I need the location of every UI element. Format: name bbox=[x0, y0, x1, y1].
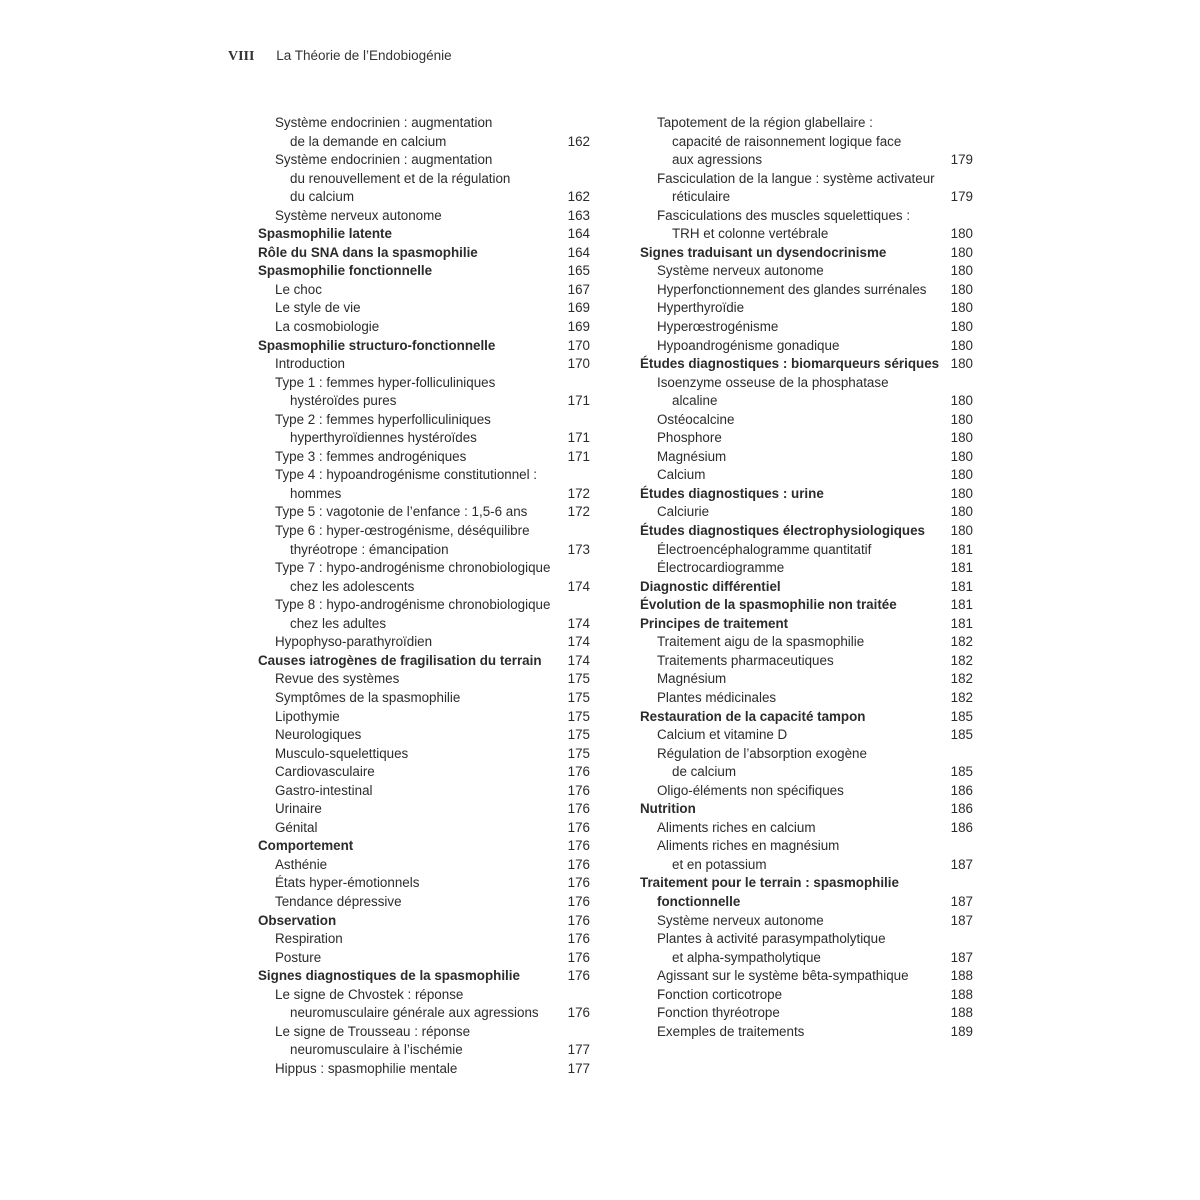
toc-entry bbox=[640, 967, 973, 986]
toc-entry-text: Type 8 : hypo-androgénisme chronobiologique bbox=[275, 597, 551, 613]
toc-entry-text: Tapotement de la région glabellaire : bbox=[657, 115, 873, 130]
toc-entry bbox=[258, 503, 590, 522]
toc-entry-page: 165 bbox=[567, 263, 590, 279]
toc-entry-page: 180 bbox=[950, 226, 973, 242]
toc-entry bbox=[258, 374, 590, 393]
toc-entry-text: Exemples de traitements bbox=[657, 1023, 805, 1039]
toc-entry-text: Aliments riches en calcium bbox=[657, 819, 816, 835]
toc-entry-text: Traitement aigu de la spasmophilie bbox=[657, 634, 865, 650]
toc-entry-page: 188 bbox=[950, 1005, 973, 1021]
toc-section-entry bbox=[640, 244, 973, 263]
toc-entry bbox=[640, 745, 973, 764]
toc-entry-page: 175 bbox=[567, 727, 590, 743]
toc-entry-text: Magnésium bbox=[657, 671, 727, 687]
toc-entry bbox=[258, 151, 590, 170]
toc-entry-text: Système endocrinien : augmentation bbox=[275, 115, 493, 130]
toc-section-entry bbox=[640, 615, 973, 634]
toc-section-entry bbox=[640, 578, 973, 597]
toc-entry-page: 175 bbox=[567, 745, 590, 761]
toc-entry-text: Asthénie bbox=[275, 856, 328, 872]
toc-entry-page: 176 bbox=[567, 912, 590, 928]
toc-entry bbox=[640, 503, 973, 522]
toc-entry-text: Gastro-intestinal bbox=[275, 782, 373, 798]
toc-entry-page: 171 bbox=[567, 393, 590, 409]
toc-entry-text: Le signe de Trousseau : réponse bbox=[275, 1023, 471, 1039]
toc-entry-page: 180 bbox=[950, 485, 973, 501]
toc-entry-page: 186 bbox=[950, 801, 973, 817]
toc-entry-text: Introduction bbox=[275, 356, 345, 372]
toc-entry-text: Hypophyso-parathyroïdien bbox=[275, 634, 433, 650]
toc-entry bbox=[258, 596, 590, 615]
toc-entry-text: Urinaire bbox=[275, 801, 322, 817]
toc-section-entry bbox=[258, 967, 590, 986]
toc-entry-page: 187 bbox=[950, 893, 973, 909]
toc-entry bbox=[640, 856, 973, 875]
toc-entry-page: 180 bbox=[950, 467, 973, 483]
toc-entry-text: Cardiovasculaire bbox=[275, 764, 375, 780]
toc-entry-page: 182 bbox=[950, 652, 973, 668]
toc-entry-text: Calcium bbox=[657, 467, 706, 483]
toc-entry bbox=[258, 930, 590, 949]
toc-entry-text: Tendance dépressive bbox=[275, 893, 402, 909]
toc-entry bbox=[640, 207, 973, 226]
toc-entry bbox=[640, 448, 973, 467]
toc-entry-page: 172 bbox=[567, 485, 590, 501]
toc-entry bbox=[258, 559, 590, 578]
toc-entry bbox=[258, 986, 590, 1005]
toc-entry bbox=[258, 763, 590, 782]
toc-entry-text: Traitements pharmaceutiques bbox=[657, 652, 834, 668]
toc-section-entry bbox=[640, 893, 973, 912]
toc-entry-page: 180 bbox=[950, 504, 973, 520]
toc-entry-text: Études diagnostiques : urine bbox=[640, 485, 824, 501]
toc-entry-text: Type 5 : vagotonie de l’enfance : 1,5-6 ans bbox=[275, 504, 528, 520]
toc-entry-page: 181 bbox=[950, 615, 973, 631]
toc-entry-text: Agissant sur le système bêta-sympathique bbox=[657, 968, 909, 984]
toc-entry-page: 176 bbox=[567, 782, 590, 798]
toc-entry-text: Le choc bbox=[275, 281, 322, 297]
toc-entry-text: aux agressions bbox=[672, 152, 763, 168]
toc-entry bbox=[258, 800, 590, 819]
toc-entry-text: Phosphore bbox=[657, 430, 722, 446]
book-title: La Théorie de l’Endobiogénie bbox=[276, 48, 452, 63]
toc-entry bbox=[640, 763, 973, 782]
toc-entry bbox=[640, 689, 973, 708]
toc-entry-page: 180 bbox=[950, 300, 973, 316]
toc-entry bbox=[258, 856, 590, 875]
toc-entry bbox=[258, 429, 590, 448]
toc-entry-text: du renouvellement et de la régulation bbox=[290, 170, 511, 186]
toc-entry-page: 167 bbox=[567, 281, 590, 297]
toc-entry-text: Spasmophilie latente bbox=[258, 226, 392, 242]
page-number: VIII bbox=[228, 49, 255, 64]
toc-entry-text: Ostéocalcine bbox=[657, 411, 735, 427]
toc-entry-page: 180 bbox=[950, 337, 973, 353]
toc-entry-text: États hyper-émotionnels bbox=[275, 875, 420, 891]
toc-entry bbox=[258, 522, 590, 541]
toc-entry-page: 181 bbox=[950, 578, 973, 594]
toc-entry-text: chez les adolescents bbox=[290, 578, 415, 594]
toc-entry-page: 186 bbox=[950, 782, 973, 798]
toc-entry bbox=[640, 337, 973, 356]
toc-entry-page: 187 bbox=[950, 856, 973, 872]
toc-entry-text: Observation bbox=[258, 912, 337, 928]
toc-entry bbox=[640, 133, 973, 152]
toc-entry-page: 180 bbox=[950, 356, 973, 372]
toc-entry bbox=[640, 114, 973, 133]
toc-entry bbox=[258, 670, 590, 689]
toc-entry bbox=[640, 262, 973, 281]
toc-entry bbox=[258, 689, 590, 708]
toc-entry-page: 174 bbox=[567, 615, 590, 631]
toc-entry bbox=[640, 819, 973, 838]
toc-entry-page: 187 bbox=[950, 949, 973, 965]
toc-entry bbox=[258, 1004, 590, 1023]
toc-entry-text: Neurologiques bbox=[275, 727, 362, 743]
toc-section-entry bbox=[640, 485, 973, 504]
toc-entry-text: Génital bbox=[275, 819, 318, 835]
toc-section-entry bbox=[640, 522, 973, 541]
toc-entry-text: Respiration bbox=[275, 931, 343, 947]
toc-entry-page: 186 bbox=[950, 819, 973, 835]
toc-entry-page: 180 bbox=[950, 281, 973, 297]
toc-section-entry bbox=[258, 337, 590, 356]
toc-entry-page: 180 bbox=[950, 263, 973, 279]
toc-entry-page: 175 bbox=[567, 671, 590, 687]
toc-entry-text: Système endocrinien : augmentation bbox=[275, 152, 493, 168]
toc-column-right bbox=[640, 114, 973, 1041]
toc-entry bbox=[640, 986, 973, 1005]
toc-entry bbox=[258, 318, 590, 337]
toc-entry bbox=[640, 782, 973, 801]
toc-entry-text: Restauration de la capacité tampon bbox=[640, 708, 866, 724]
toc-entry bbox=[640, 670, 973, 689]
toc-entry-page: 176 bbox=[567, 949, 590, 965]
toc-entry-text: neuromusculaire générale aux agressions bbox=[290, 1005, 539, 1021]
toc-entry bbox=[258, 133, 590, 152]
toc-entry-page: 176 bbox=[567, 893, 590, 909]
toc-entry-text: chez les adultes bbox=[290, 615, 387, 631]
toc-entry bbox=[258, 726, 590, 745]
toc-entry bbox=[258, 615, 590, 634]
toc-entry-text: Diagnostic différentiel bbox=[640, 578, 781, 594]
toc-entry-page: 187 bbox=[950, 912, 973, 928]
toc-entry-page: 177 bbox=[567, 1060, 590, 1076]
toc-entry-page: 164 bbox=[567, 226, 590, 242]
toc-entry-text: Système nerveux autonome bbox=[275, 207, 442, 223]
toc-section-entry bbox=[640, 708, 973, 727]
toc-entry-page: 177 bbox=[567, 1042, 590, 1058]
toc-entry-text: hommes bbox=[290, 485, 342, 501]
toc-entry-page: 182 bbox=[950, 689, 973, 705]
toc-entry bbox=[258, 1023, 590, 1042]
toc-entry-page: 169 bbox=[567, 319, 590, 335]
toc-entry-page: 188 bbox=[950, 968, 973, 984]
toc-section-entry bbox=[640, 800, 973, 819]
toc-entry-text: Régulation de l’absorption exogène bbox=[657, 745, 867, 761]
toc-entry bbox=[258, 207, 590, 226]
toc-entry-page: 179 bbox=[950, 152, 973, 168]
toc-entry-text: Calciurie bbox=[657, 504, 710, 520]
toc-entry-page: 162 bbox=[567, 189, 590, 205]
toc-entry-text: Système nerveux autonome bbox=[657, 912, 824, 928]
toc-entry-page: 188 bbox=[950, 986, 973, 1002]
toc-entry-page: 170 bbox=[567, 337, 590, 353]
toc-entry bbox=[258, 541, 590, 560]
toc-entry-text: hystéroïdes pures bbox=[290, 393, 397, 409]
toc-entry-text: Musculo-squelettiques bbox=[275, 745, 409, 761]
toc-entry-text: Études diagnostiques : biomarqueurs sériques bbox=[640, 356, 940, 372]
toc-entry-page: 162 bbox=[567, 133, 590, 149]
toc-entry bbox=[258, 1041, 590, 1060]
toc-entry-page: 189 bbox=[950, 1023, 973, 1039]
toc-entry bbox=[258, 299, 590, 318]
toc-entry bbox=[258, 114, 590, 133]
toc-entry-text: Traitement pour le terrain : spasmophilie bbox=[640, 875, 899, 891]
toc-entry bbox=[258, 355, 590, 374]
toc-entry-page: 169 bbox=[567, 300, 590, 316]
toc-section-entry bbox=[258, 244, 590, 263]
toc-section-entry bbox=[258, 225, 590, 244]
toc-entry-text: Système nerveux autonome bbox=[657, 263, 824, 279]
toc-entry-page: 176 bbox=[567, 819, 590, 835]
toc-entry-text: Aliments riches en magnésium bbox=[657, 838, 840, 854]
toc-entry bbox=[258, 949, 590, 968]
toc-entry bbox=[258, 170, 590, 189]
toc-entry-text: Signes diagnostiques de la spasmophilie bbox=[258, 968, 520, 984]
toc-entry-page: 180 bbox=[950, 244, 973, 260]
toc-entry-text: Type 7 : hypo-androgénisme chronobiologique bbox=[275, 560, 551, 576]
toc-entry-text: réticulaire bbox=[672, 189, 731, 205]
toc-entry-text: du calcium bbox=[290, 189, 355, 205]
toc-entry-page: 176 bbox=[567, 1005, 590, 1021]
toc-entry-page: 164 bbox=[567, 244, 590, 260]
toc-entry-page: 175 bbox=[567, 708, 590, 724]
toc-entry-text: thyréotrope : émancipation bbox=[290, 541, 449, 557]
toc-entry bbox=[640, 930, 973, 949]
toc-entry-text: Spasmophilie fonctionnelle bbox=[258, 263, 433, 279]
toc-entry-page: 182 bbox=[950, 671, 973, 687]
toc-entry-page: 176 bbox=[567, 875, 590, 891]
toc-entry bbox=[640, 1004, 973, 1023]
toc-entry bbox=[640, 188, 973, 207]
toc-entry-text: Plantes médicinales bbox=[657, 689, 777, 705]
toc-entry-page: 172 bbox=[567, 504, 590, 520]
toc-entry-text: Magnésium bbox=[657, 448, 727, 464]
toc-section-entry bbox=[640, 596, 973, 615]
toc-entry-text: Hyperfonctionnement des glandes surrénales bbox=[657, 281, 927, 297]
toc-entry-text: Études diagnostiques électrophysiologiques bbox=[640, 523, 925, 539]
toc-entry-text: Oligo-éléments non spécifiques bbox=[657, 782, 844, 798]
toc-entry-page: 182 bbox=[950, 634, 973, 650]
toc-entry-text: et en potassium bbox=[672, 856, 767, 872]
toc-entry-page: 163 bbox=[567, 207, 590, 223]
toc-entry-text: Fasciculations des muscles squelettiques : bbox=[657, 207, 911, 223]
toc-entry-page: 170 bbox=[567, 356, 590, 372]
toc-section-entry bbox=[640, 874, 973, 893]
toc-entry-page: 181 bbox=[950, 597, 973, 613]
toc-entry bbox=[640, 466, 973, 485]
toc-entry-text: Type 3 : femmes androgéniques bbox=[275, 448, 467, 464]
toc-entry bbox=[258, 392, 590, 411]
toc-entry-text: Électrocardiogramme bbox=[657, 560, 785, 576]
toc-entry bbox=[640, 912, 973, 931]
toc-entry bbox=[640, 170, 973, 189]
toc-entry-text: Spasmophilie structuro-fonctionnelle bbox=[258, 337, 496, 353]
toc-entry bbox=[258, 188, 590, 207]
toc-entry bbox=[640, 949, 973, 968]
toc-entry-page: 175 bbox=[567, 689, 590, 705]
toc-entry-page: 179 bbox=[950, 189, 973, 205]
toc-entry-text: de calcium bbox=[672, 764, 737, 780]
toc-entry bbox=[640, 429, 973, 448]
toc-entry bbox=[640, 392, 973, 411]
toc-entry-text: Fasciculation de la langue : système activateur bbox=[657, 170, 935, 186]
toc-section-entry bbox=[258, 652, 590, 671]
toc-entry-page: 180 bbox=[950, 411, 973, 427]
toc-entry-page: 181 bbox=[950, 560, 973, 576]
toc-entry-page: 174 bbox=[567, 634, 590, 650]
toc-entry-page: 174 bbox=[567, 578, 590, 594]
toc-entry-text: Le style de vie bbox=[275, 300, 361, 316]
toc-section-entry bbox=[258, 262, 590, 281]
toc-entry-text: Nutrition bbox=[640, 801, 696, 817]
toc-entry bbox=[258, 782, 590, 801]
toc-entry-text: Comportement bbox=[258, 838, 354, 854]
toc-column-left bbox=[258, 114, 590, 1078]
toc-entry-text: Fonction thyréotrope bbox=[657, 1005, 780, 1021]
toc-entry-text: neuromusculaire à l’ischémie bbox=[290, 1042, 463, 1058]
toc-entry bbox=[258, 893, 590, 912]
toc-entry-text: Lipothymie bbox=[275, 708, 340, 724]
toc-entry-page: 185 bbox=[950, 764, 973, 780]
toc-entry-text: Fonction corticotrope bbox=[657, 986, 783, 1002]
toc-entry-text: Hippus : spasmophilie mentale bbox=[275, 1060, 458, 1076]
toc-entry-page: 176 bbox=[567, 931, 590, 947]
toc-entry-page: 176 bbox=[567, 856, 590, 872]
toc-section-entry bbox=[258, 837, 590, 856]
toc-entry-text: Calcium et vitamine D bbox=[657, 727, 788, 743]
toc-entry-page: 180 bbox=[950, 523, 973, 539]
toc-entry-page: 173 bbox=[567, 541, 590, 557]
toc-entry bbox=[640, 299, 973, 318]
toc-entry bbox=[640, 633, 973, 652]
toc-entry-page: 180 bbox=[950, 448, 973, 464]
toc-entry-text: Isoenzyme osseuse de la phosphatase bbox=[657, 374, 889, 390]
toc-entry-text: Hyperœstrogénisme bbox=[657, 319, 779, 335]
toc-entry bbox=[640, 652, 973, 671]
toc-entry-text: Type 6 : hyper-œstrogénisme, déséquilibre bbox=[275, 523, 530, 539]
toc-entry-text: Plantes à activité parasympatholytique bbox=[657, 931, 886, 947]
toc-entry-page: 185 bbox=[950, 708, 973, 724]
toc-entry-page: 171 bbox=[567, 430, 590, 446]
toc-entry-page: 180 bbox=[950, 319, 973, 335]
toc-entry-page: 174 bbox=[567, 652, 590, 668]
toc-entry bbox=[640, 1023, 973, 1042]
toc-entry-text: Type 1 : femmes hyper-folliculiniques bbox=[275, 374, 496, 390]
toc-entry bbox=[258, 1060, 590, 1079]
toc-entry-text: et alpha-sympatholytique bbox=[672, 949, 821, 965]
toc-entry-text: Hyperthyroïdie bbox=[657, 300, 745, 316]
toc-entry-text: Électroencéphalogramme quantitatif bbox=[657, 541, 872, 557]
toc-entry bbox=[258, 466, 590, 485]
toc-entry bbox=[258, 708, 590, 727]
toc-entry-text: Causes iatrogènes de fragilisation du terrain bbox=[258, 652, 542, 668]
toc-entry bbox=[640, 281, 973, 300]
toc-entry bbox=[640, 374, 973, 393]
toc-entry bbox=[258, 281, 590, 300]
toc-entry bbox=[640, 151, 973, 170]
toc-entry-page: 171 bbox=[567, 448, 590, 464]
toc-entry-page: 176 bbox=[567, 801, 590, 817]
toc-entry-text: Revue des systèmes bbox=[275, 671, 400, 687]
toc-entry-text: Hypoandrogénisme gonadique bbox=[657, 337, 840, 353]
toc-entry-page: 176 bbox=[567, 838, 590, 854]
toc-entry bbox=[258, 745, 590, 764]
toc-entry-page: 180 bbox=[950, 393, 973, 409]
toc-entry-text: alcaline bbox=[672, 393, 718, 409]
toc-entry-text: de la demande en calcium bbox=[290, 133, 447, 149]
toc-entry-page: 181 bbox=[950, 541, 973, 557]
toc-entry bbox=[640, 411, 973, 430]
toc-entry-text: fonctionnelle bbox=[657, 893, 741, 909]
toc-entry bbox=[640, 225, 973, 244]
toc-section-entry bbox=[640, 355, 973, 374]
toc-entry-text: Principes de traitement bbox=[640, 615, 789, 631]
toc-entry bbox=[640, 837, 973, 856]
toc-entry-text: Rôle du SNA dans la spasmophilie bbox=[258, 244, 478, 260]
toc-entry-text: capacité de raisonnement logique face bbox=[672, 133, 902, 149]
toc-entry-text: Signes traduisant un dysendocrinisme bbox=[640, 244, 887, 260]
toc-entry-page: 180 bbox=[950, 430, 973, 446]
toc-entry-page: 176 bbox=[567, 968, 590, 984]
toc-entry bbox=[258, 633, 590, 652]
running-header bbox=[228, 48, 452, 65]
toc-entry bbox=[258, 819, 590, 838]
toc-entry bbox=[640, 559, 973, 578]
toc-entry bbox=[258, 578, 590, 597]
toc-entry bbox=[640, 726, 973, 745]
toc-entry-text: Type 4 : hypoandrogénisme constitutionnel : bbox=[275, 467, 538, 483]
toc-entry bbox=[258, 874, 590, 893]
toc-entry-text: Le signe de Chvostek : réponse bbox=[275, 986, 464, 1002]
toc-entry-text: TRH et colonne vertébrale bbox=[672, 226, 829, 242]
toc-entry-text: Évolution de la spasmophilie non traitée bbox=[640, 597, 897, 613]
toc-entry-text: Posture bbox=[275, 949, 322, 965]
toc-entry-text: Symptômes de la spasmophilie bbox=[275, 689, 461, 705]
toc-entry-text: Type 2 : femmes hyperfolliculiniques bbox=[275, 411, 491, 427]
toc-entry bbox=[640, 541, 973, 560]
toc-entry bbox=[258, 485, 590, 504]
toc-section-entry bbox=[258, 912, 590, 931]
toc-entry-page: 176 bbox=[567, 764, 590, 780]
toc-entry bbox=[258, 411, 590, 430]
toc-entry-page: 185 bbox=[950, 727, 973, 743]
toc-entry bbox=[640, 318, 973, 337]
toc-entry-text: hyperthyroïdiennes hystéroïdes bbox=[290, 430, 477, 446]
toc-entry-text: La cosmobiologie bbox=[275, 319, 380, 335]
toc-entry bbox=[258, 448, 590, 467]
